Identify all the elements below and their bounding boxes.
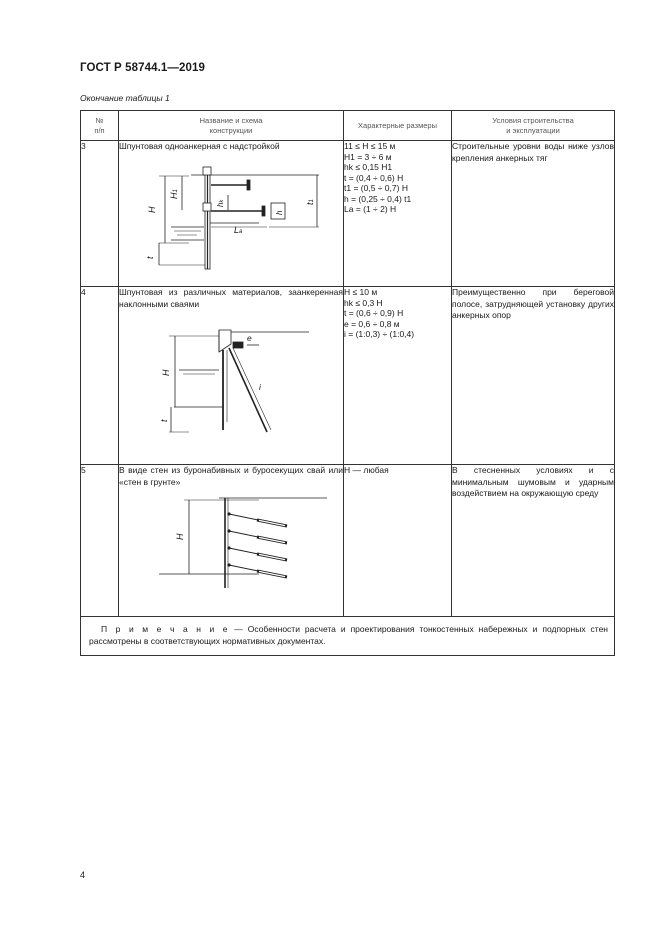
label-t: t bbox=[145, 255, 155, 259]
note-text: — Особенности расчета и проектирования тонкостенных набережных и подпорных стен рассмотрены в соответствующих нормативных документах. bbox=[89, 624, 608, 646]
table-header-row bbox=[81, 111, 615, 141]
table-row bbox=[81, 465, 615, 617]
label-e: e bbox=[247, 333, 252, 343]
label-t1: t1 bbox=[305, 198, 315, 205]
dim-line: hk ≤ 0,15 H1 bbox=[344, 162, 393, 172]
dim-line: e = 0,6 ÷ 0,8 м bbox=[344, 318, 400, 329]
dim-line: H1 = 3 ÷ 6 м bbox=[344, 151, 392, 162]
row-name-cell bbox=[119, 287, 344, 465]
header-name bbox=[119, 111, 344, 141]
label-H: H bbox=[175, 533, 185, 540]
header-name-line1: Название и схема bbox=[199, 115, 263, 125]
label-La: La bbox=[234, 224, 243, 235]
row-dims bbox=[344, 465, 452, 617]
header-dims: Характерные размеры bbox=[344, 111, 452, 141]
label-i: i bbox=[259, 382, 261, 392]
row-conditions: Преимущественно при береговой полосе, затрудняющей установку других анкерных опор bbox=[452, 287, 614, 320]
row-cond-cell bbox=[452, 465, 615, 617]
note-prefix: П р и м е ч а н и е bbox=[101, 624, 230, 634]
table-note bbox=[81, 617, 614, 655]
dim-line: 11 ≤ H ≤ 15 м bbox=[344, 141, 396, 151]
row-num: 3 bbox=[81, 141, 119, 287]
table-note-cell bbox=[81, 617, 615, 656]
row-name: В виде стен из буронабивных и буросекущих свай или «стен в грунте» bbox=[119, 465, 343, 487]
row-name-cell bbox=[119, 465, 344, 617]
header-cond bbox=[452, 111, 615, 141]
row-name-cell bbox=[119, 141, 344, 287]
dim-line: i = (1:0,3) ÷ (1:0,4) bbox=[344, 329, 415, 339]
header-num bbox=[81, 111, 119, 141]
row-cond-cell bbox=[452, 287, 615, 465]
table-caption: Окончание таблицы 1 bbox=[80, 93, 170, 103]
table-row bbox=[81, 287, 615, 465]
row-cond-cell bbox=[452, 141, 615, 287]
page-number: 4 bbox=[80, 870, 86, 880]
table-note-row bbox=[81, 617, 615, 656]
dim-line: La = (1 ÷ 2) H bbox=[344, 204, 397, 214]
row-dims bbox=[344, 287, 452, 465]
label-h: h bbox=[275, 210, 284, 215]
row-name: Шпунтовая из различных материалов, заанкеренная наклонными сваями bbox=[119, 287, 343, 309]
dim-line: t = (0,6 ÷ 0,9) H bbox=[344, 308, 404, 318]
header-cond-line1: Условия строительства bbox=[492, 115, 574, 125]
header-num-line1: № bbox=[95, 115, 104, 125]
dim-line: t = (0,4 ÷ 0,6) H bbox=[344, 172, 404, 183]
dim-line: H — любая bbox=[344, 465, 389, 475]
structures-table bbox=[80, 110, 615, 656]
label-hk: hk bbox=[216, 199, 225, 207]
label-t: t bbox=[159, 419, 169, 422]
label-H1: H1 bbox=[169, 188, 179, 199]
row-conditions: В стесненных условиях и с минимальным шумовым и ударным воздействием на окружающую среду bbox=[452, 465, 614, 498]
dim-line: H ≤ 10 м bbox=[344, 287, 378, 297]
document-header: ГОСТ Р 58744.1—2019 bbox=[80, 62, 205, 74]
label-H: H bbox=[161, 369, 171, 376]
scheme-diagram-4 bbox=[119, 312, 331, 442]
row-dims bbox=[344, 141, 452, 287]
row-num: 4 bbox=[81, 287, 119, 465]
row-num: 5 bbox=[81, 465, 119, 617]
table-row bbox=[81, 141, 615, 287]
header-name-line2: конструкции bbox=[209, 125, 253, 135]
row-name: Шпунтовая одноанкерная с надстройкой bbox=[119, 141, 280, 151]
dim-line: hk ≤ 0,3 H bbox=[344, 297, 383, 308]
dim-line: h = (0,25 ÷ 0,4) t1 bbox=[344, 193, 412, 204]
scheme-diagram-3 bbox=[119, 155, 331, 273]
row-conditions: Строительные уровни воды ниже узлов крепления анкерных тяг bbox=[452, 141, 614, 163]
header-num-line2: п/п bbox=[94, 125, 105, 135]
scheme-diagram-5 bbox=[119, 490, 331, 600]
label-H: H bbox=[147, 206, 157, 213]
header-cond-line2: и эксплуатации bbox=[506, 125, 560, 135]
dim-line: t1 = (0,5 ÷ 0,7) H bbox=[344, 183, 408, 193]
